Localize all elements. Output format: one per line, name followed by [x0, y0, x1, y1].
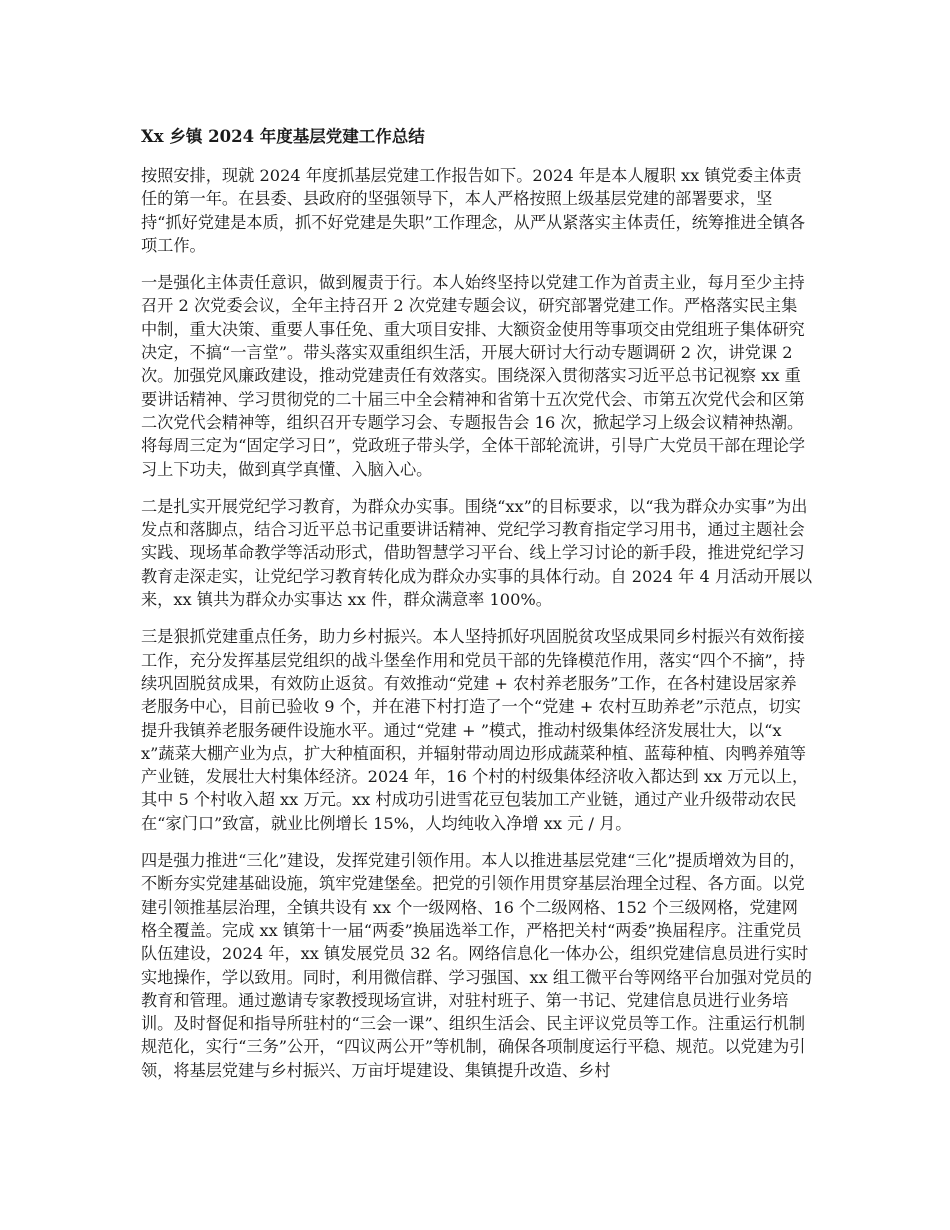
paragraph-point-2: 二是扎实开展党纪学习教育，为群众办实事。围绕“xx”的目标要求，以“我为群众办实事”为出发点和落脚点，结合习近平总书记重要讲话精神、党纪学习教育指定学习用书，通过主题社会实践、现场革命教学等活动形式，借助智慧学习平台、线上学习讨论的新手段，推进党纪学习教育走深走实，让党纪学习教育转化成为群众办实事的具体行动。自 2024 年 4 月活动开展以来，xx 镇共为群众办实事达 xx 件，群众满意率 100%。: [141, 496, 813, 610]
document-title: Xx 乡镇 2024 年度基层党建工作总结: [141, 127, 425, 146]
paragraph-point-1: 一是强化主体责任意识，做到履责于行。本人始终坚持以党建工作为首责主业，每月至少主持召开 2 次党委会议，全年主持召开 2 次党建专题会议，研究部署党建工作。严格落实民主集中制，重大决策、重要人事任免、重大项目安排、大额资金使用等事项交由党组班子集体研究决定，不搞“一言堂”。带头落实双重组织生活，开展大研讨大行动专题调研 2 次，讲党课 2 次。加强党风廉政建设，推动党建责任有效落实。围绕深入贯彻落实习近平总书记视察 xx 重要讲话精神、学习贯彻党的二十届三中全会精神和省第十五次党代会、市第五次党代会和区第二次党代会精神等，组织召开专题学习会、专题报告会 16 次，掀起学习上级会议精神热潮。将每周三定为“固定学习日”，党政班子带头学，全体干部轮流讲，引导广大党员干部在理论学习上下功夫，做到真学真懂、入脑入心。: [141, 273, 806, 479]
paragraph-point-3: 三是狠抓党建重点任务，助力乡村振兴。本人坚持抓好巩固脱贫攻坚成果同乡村振兴有效衔接工作，充分发挥基层党组织的战斗堡垒作用和党员干部的先锋模范作用，落实“四个不摘”，持续巩固脱贫成果，有效防止返贫。有效推动“党建 + 农村养老服务”工作，在各村建设居家养老服务中心，目前已验收 9 个，并在港下村打造了一个“党建 + 农村互助养老”示范点，切实提升我镇养老服务硬件设施水平。通过“党建 + ”模式，推动村级集体经济发展壮大，以“xx”蔬菜大棚产业为点，扩大种植面积，并辐射带动周边形成蔬菜种植、蓝莓种植、肉鸭养殖等产业链，发展壮大村集体经济。2024 年，16 个村的村级集体经济收入都达到 xx 万元以上，其中 5 个村收入超 xx 万元。xx 村成功引进雪花豆包装加工产业链，通过产业升级带动农民在“家门口”致富，就业比例增长 15%，人均纯收入净增 xx 元 / 月。: [141, 627, 809, 833]
paragraph-point-4: 四是强力推进“三化”建设，发挥党建引领作用。本人以推进基层党建“三化”提质增效为目的，不断夯实党建基础设施，筑牢党建堡垒。把党的引领作用贯穿基层治理全过程、各方面。以党建引领推基层治理，全镇共设有 xx 个一级网格、16 个二级网格、152 个三级网格，党建网格全覆盖。完成 xx 镇第十一届“两委”换届选举工作，严格把关村“两委”换届程序。注重党员队伍建设，2024 年，xx 镇发展党员 32 名。网络信息化一体办公，组织党建信息员进行实时实地操作，学以致用。同时，利用微信群、学习强国、xx 组工微平台等网络平台加强对党员的教育和管理。通过邀请专家教授现场宣讲，对驻村班子、第一书记、党建信息员进行业务培训。及时督促和指导所驻村的“三会一课”、组织生活会、民主评议党员等工作。注重运行机制规范化，实行“三务”公开，“四议两公开”等机制，确保各项制度运行平稳、规范。以党建为引领，将基层党建与乡村振兴、万亩圩堤建设、集镇提升改造、乡村: [141, 851, 812, 1080]
paragraph-intro: 按照安排，现就 2024 年度抓基层党建工作报告如下。2024 年是本人履职 xx 镇党委主体责任的第一年。在县委、县政府的坚强领导下，本人严格按照上级基层党建的部署要求，坚持“抓好党建是本质，抓不好党建是失职”工作理念，从严从紧落实主体责任，统筹推进全镇各项工作。: [141, 166, 806, 255]
